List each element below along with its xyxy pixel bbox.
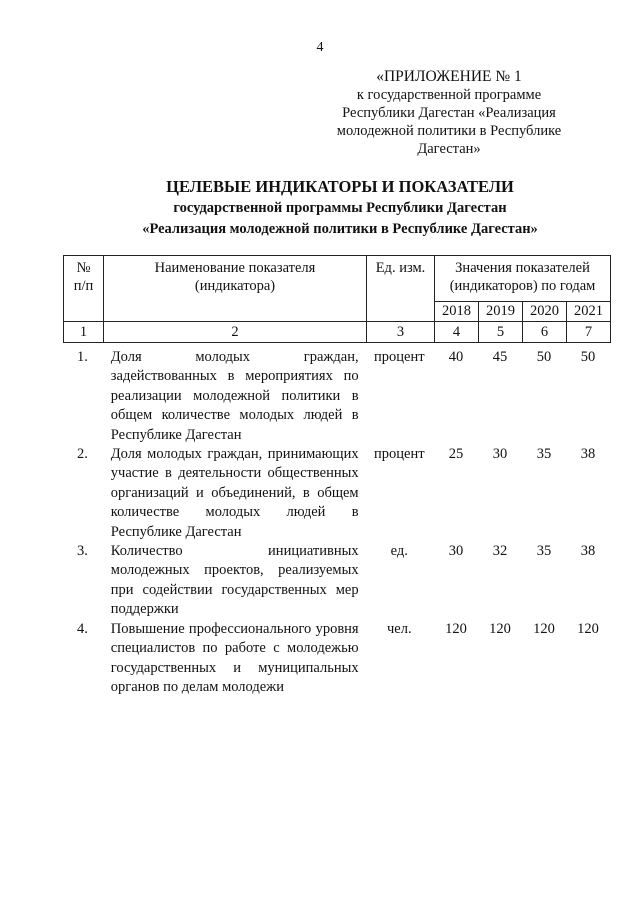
value-2021: 50: [580, 349, 596, 365]
appendix-line: Республики Дагестан «Реализация: [342, 105, 556, 121]
value-2020: 35: [536, 446, 552, 463]
table-row: [63, 445, 610, 542]
indicators-table-header: [63, 255, 611, 343]
header-year: 2020: [523, 302, 567, 322]
column-number: 2: [104, 322, 367, 343]
value-2019: 120: [489, 620, 511, 637]
row-number: 2.: [77, 446, 88, 463]
value-2020: 50: [536, 349, 552, 365]
table-row: [63, 348, 610, 445]
indicator-unit: ед.: [390, 543, 408, 560]
table-row: [63, 542, 610, 620]
column-number: 7: [567, 322, 611, 343]
table-row: [63, 620, 610, 698]
appendix-line: молодежной политики в Республике: [336, 123, 562, 139]
indicator-unit: процент: [374, 446, 425, 463]
row-number: 3.: [77, 543, 88, 560]
title-line-2: государственной программы Республики Дагестан: [173, 200, 507, 216]
header-number: № п/п: [64, 256, 104, 322]
title-line-1: ЦЕЛЕВЫЕ ИНДИКАТОРЫ И ПОКАЗАТЕЛИ: [166, 177, 514, 196]
title-line-3: «Реализация молодежной политики в Республике Дагестан»: [142, 221, 538, 237]
value-2018: 40: [448, 349, 464, 365]
document-title: [40, 176, 640, 240]
indicator-unit: чел.: [387, 620, 412, 637]
value-2020: 120: [533, 620, 555, 637]
value-2018: 30: [448, 543, 464, 560]
header-indicator-name: Наименование показателя (индикатора): [104, 256, 367, 322]
value-2021: 38: [580, 446, 596, 463]
appendix-line: к государственной программе: [356, 87, 542, 103]
appendix-line: Дагестан»: [417, 141, 481, 157]
column-number: 1: [64, 322, 104, 343]
value-2019: 32: [492, 543, 508, 560]
value-2018: 120: [445, 620, 467, 637]
page-number: 4: [316, 40, 324, 55]
indicator-name: Доля молодых граждан, принимающих участие в деятельности общественных организаций и объединений, в общем количестве молодых людей в Республике Дагестан: [110, 446, 359, 540]
row-number: 4.: [77, 620, 88, 637]
value-2018: 25: [448, 446, 464, 463]
column-number: 6: [523, 322, 567, 343]
header-year: 2018: [435, 302, 479, 322]
header-unit: Ед. изм.: [367, 256, 435, 322]
column-number: 3: [367, 322, 435, 343]
indicator-unit: процент: [374, 349, 425, 365]
value-2019: 45: [492, 349, 508, 365]
column-number: 5: [479, 322, 523, 343]
appendix-block: [318, 68, 580, 158]
appendix-heading: «ПРИЛОЖЕНИЕ № 1: [376, 68, 522, 85]
column-number: 4: [435, 322, 479, 343]
value-2020: 35: [536, 543, 552, 560]
row-number: 1.: [77, 349, 88, 365]
header-year: 2021: [567, 302, 611, 322]
indicator-name: Повышение профессионального уровня специалистов по работе с молодежью государственных и муниципальных органов по делам молодежи: [110, 620, 359, 695]
header-year: 2019: [479, 302, 523, 322]
indicators-table-body: [63, 348, 610, 697]
value-2021: 38: [580, 543, 596, 560]
value-2021: 120: [577, 620, 599, 637]
header-values: Значения показателей (индикаторов) по годам: [435, 256, 611, 302]
indicator-name: Количество инициативных молодежных проектов, реализуемых при содействии государственных мер поддержки: [110, 543, 359, 618]
indicator-name: Доля молодых граждан, задействованных в мероприятиях по реализации молодежной политики в общем количестве молодых людей в Республике Дагестан: [110, 349, 359, 443]
value-2019: 30: [492, 446, 508, 463]
